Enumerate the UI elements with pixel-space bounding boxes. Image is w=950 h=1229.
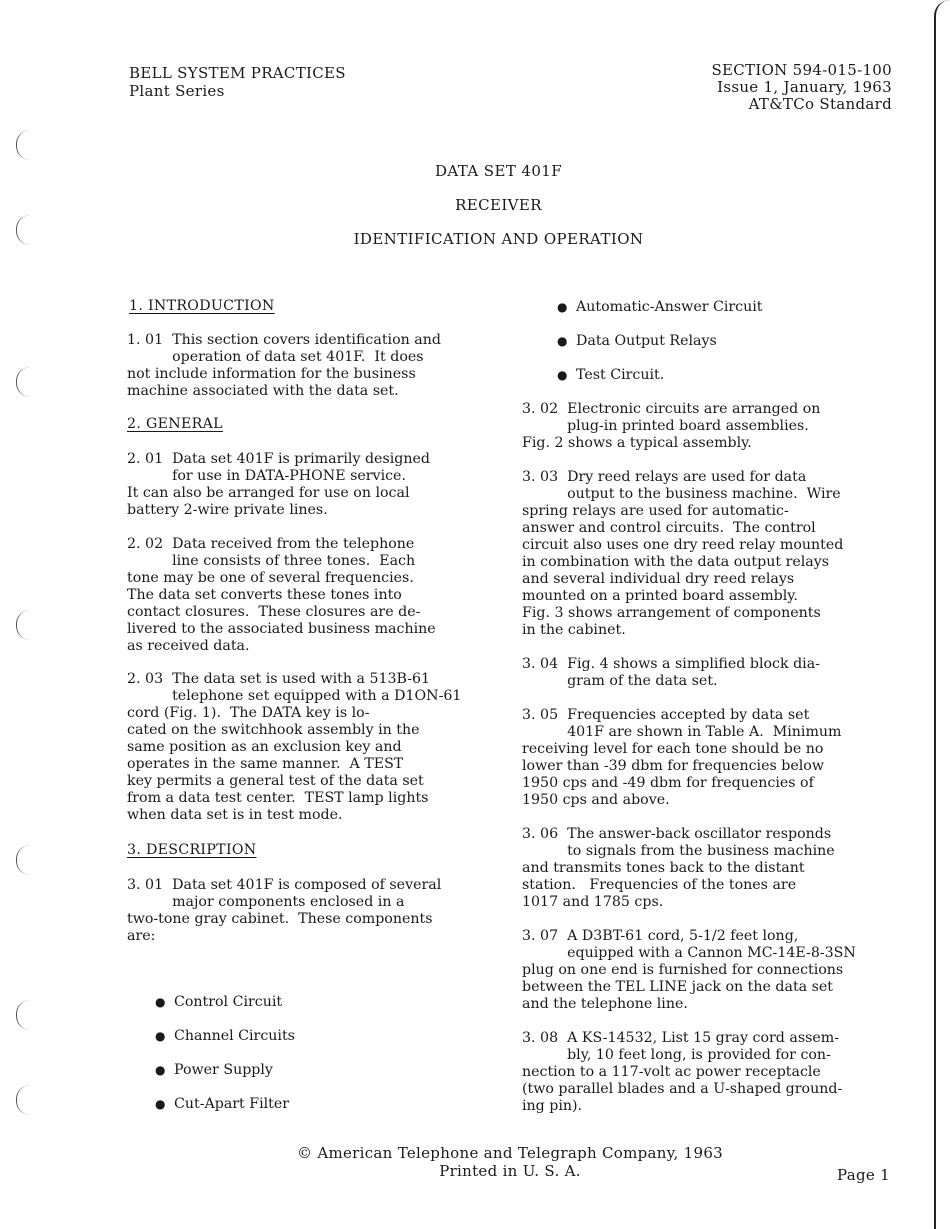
header-left (129, 64, 346, 100)
header-right (711, 62, 892, 113)
paragraph-3-02: 3. 02 Electronic circuits are arranged on plug-in printed board assemblies. Fig. 2 shows a typical assembly. (522, 401, 821, 451)
list-item: ● Automatic-Answer Circuit (557, 299, 763, 315)
list-item: ● Data Output Relays (557, 333, 717, 349)
paragraph-3-08: 3. 08 A KS-14532, List 15 gray cord assem- bly, 10 feet long, is provided for con- nection to a 117-volt ac power receptacle (two parallel blades and a U-shaped ground- ing pin). (522, 1030, 843, 1114)
paragraph-2-01: 2. 01 Data set 401F is primarily designed for use in DATA-PHONE service. It can also be arranged for use on local battery 2-wire private lines. (127, 451, 430, 518)
practice-series: Plant Series (129, 82, 225, 100)
bullet-icon: ● (155, 995, 166, 1009)
punch-hole-mark (16, 1085, 31, 1115)
punch-hole-mark (16, 1000, 31, 1030)
standard-label: AT&TCo Standard (748, 95, 892, 113)
doc-subject: IDENTIFICATION AND OPERATION (353, 230, 644, 248)
copyright-line: © American Telephone and Telegraph Company, 1963 (296, 1144, 724, 1162)
paragraph-2-03: 2. 03 The data set is used with a 513B-61 telephone set equipped with a D1ON-61 cord (Fig. 1). The DATA key is lo- cated on the switchhook assembly in the same position as an exclusion key and operates in the same manner. A TEST key permits a general test of the data set from a data test center. TEST lamp lights when data set is in test mode. (127, 671, 462, 823)
practice-title: BELL SYSTEM PRACTICES (129, 64, 346, 82)
bullet-icon: ● (557, 368, 568, 382)
section-number: SECTION 594-015-100 (711, 61, 892, 79)
list-item: ● Control Circuit (155, 994, 283, 1010)
list-item: ● Cut-Apart Filter (155, 1096, 290, 1112)
printed-in: Printed in U. S. A. (439, 1162, 581, 1180)
issue-date: Issue 1, January, 1963 (717, 78, 892, 96)
section-2-heading: 2. GENERAL (127, 416, 223, 432)
page-right-edge (934, 0, 950, 1229)
section-3-heading: 3. DESCRIPTION (127, 842, 257, 858)
paragraph-3-05: 3. 05 Frequencies accepted by data set 401F are shown in Table A. Minimum receiving level for each tone should be no lower than -39 dbm for frequencies below 1950 cps and -49 dbm for frequencies of 1950 cps and above. (522, 707, 842, 808)
paragraph-1-01: 1. 01 This section covers identification and operation of data set 401F. It does not include information for the business machine associated with the data set. (127, 332, 441, 399)
paragraph-3-06: 3. 06 The answer-back oscillator responds to signals from the business machine and transmits tones back to the distant station. Frequencies of the tones are 1017 and 1785 cps. (522, 826, 835, 910)
list-item: ● Channel Circuits (155, 1028, 295, 1044)
bullet-icon: ● (557, 334, 568, 348)
bullet-icon: ● (155, 1063, 166, 1077)
paragraph-3-04: 3. 04 Fig. 4 shows a simplified block dia- gram of the data set. (522, 656, 820, 689)
bullet-icon: ● (155, 1097, 166, 1111)
punch-hole-mark (16, 367, 31, 397)
punch-hole-mark (16, 845, 31, 875)
bullet-icon: ● (155, 1029, 166, 1043)
list-item: ● Power Supply (155, 1062, 273, 1078)
list-item: ● Test Circuit. (557, 367, 665, 383)
section-1-heading: 1. INTRODUCTION (129, 298, 275, 314)
doc-title: DATA SET 401F (434, 162, 563, 180)
punch-hole-mark (16, 130, 31, 160)
punch-hole-mark (16, 610, 31, 640)
page-number: Page 1 (837, 1166, 890, 1184)
bullet-icon: ● (557, 300, 568, 314)
paragraph-3-03: 3. 03 Dry reed relays are used for data output to the business machine. Wire spring relays are used for automatic- answer and control circuits. The control circuit also uses one dry reed relay mounted in combination with the data output relays and several individual dry reed relays mounted on a printed board assembly. Fig. 3 shows arrangement of components in the cabinet. (522, 469, 844, 638)
paragraph-3-01: 3. 01 Data set 401F is composed of several major components enclosed in a two-tone gray cabinet. These components are: (127, 877, 442, 944)
paragraph-2-02: 2. 02 Data received from the telephone line consists of three tones. Each tone may be one of several frequencies. The data set converts these tones into contact closures. These closures are de- livered to the associated business machine as received data. (127, 536, 436, 654)
doc-subtitle: RECEIVER (455, 196, 542, 214)
paragraph-3-07: 3. 07 A D3BT-61 cord, 5-1/2 feet long, equipped with a Cannon MC-14E-8-3SN plug on one end is furnished for connections between the TEL LINE jack on the data set and the telephone line. (522, 928, 856, 1012)
